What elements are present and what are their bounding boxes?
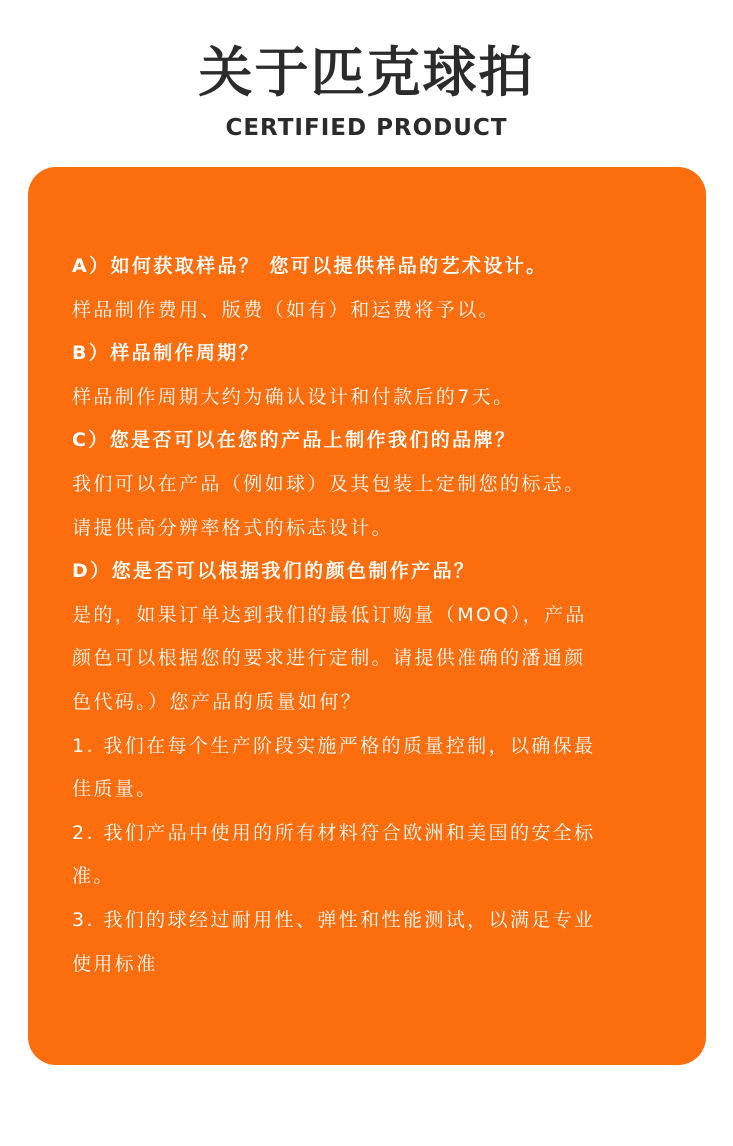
faq-answer-line: 2. 我们产品中使用的所有材料符合欧洲和美国的安全标	[72, 821, 596, 844]
faq-answer-line: 请提供高分辨率格式的标志设计。	[72, 516, 394, 539]
faq-card	[28, 167, 706, 1065]
faq-answer-line: 我们可以在产品（例如球）及其包装上定制您的标志。	[72, 472, 586, 495]
page-subtitle: CERTIFIED PRODUCT	[225, 115, 508, 141]
page-title: 关于匹克球拍	[198, 41, 535, 104]
faq-answer-line: 3. 我们的球经过耐用性、弹性和性能测试，以满足专业	[72, 908, 596, 931]
faq-question-a: A）如何获取样品？ 您可以提供样品的艺术设计。	[72, 255, 548, 277]
faq-answer-line: 使用标准	[72, 952, 158, 975]
faq-answer-line: 1. 我们在每个生产阶段实施严格的质量控制，以确保最	[72, 734, 596, 757]
faq-answer-line: 是的，如果订单达到我们的最低订购量（MOQ），产品	[72, 603, 587, 626]
page-header	[0, 40, 733, 142]
faq-answer-line: 色代码。）您产品的质量如何？	[72, 690, 363, 713]
faq-answer-line: 样品制作周期大约为确认设计和付款后的7天。	[72, 385, 515, 408]
faq-question-c: C）您是否可以在您的产品上制作我们的品牌？	[72, 429, 517, 452]
faq-answer-line: 样品制作费用、版费（如有）和运费将予以。	[72, 298, 501, 321]
faq-answer-line: 颜色可以根据您的要求进行定制。请提供准确的潘通颜	[72, 647, 586, 670]
faq-answer-line: 准。	[72, 865, 115, 888]
faq-question-b: B）样品制作周期？	[72, 342, 261, 365]
faq-answer-line: 佳质量。	[72, 778, 158, 801]
faq-question-d: D）您是否可以根据我们的颜色制作产品？	[72, 560, 476, 583]
